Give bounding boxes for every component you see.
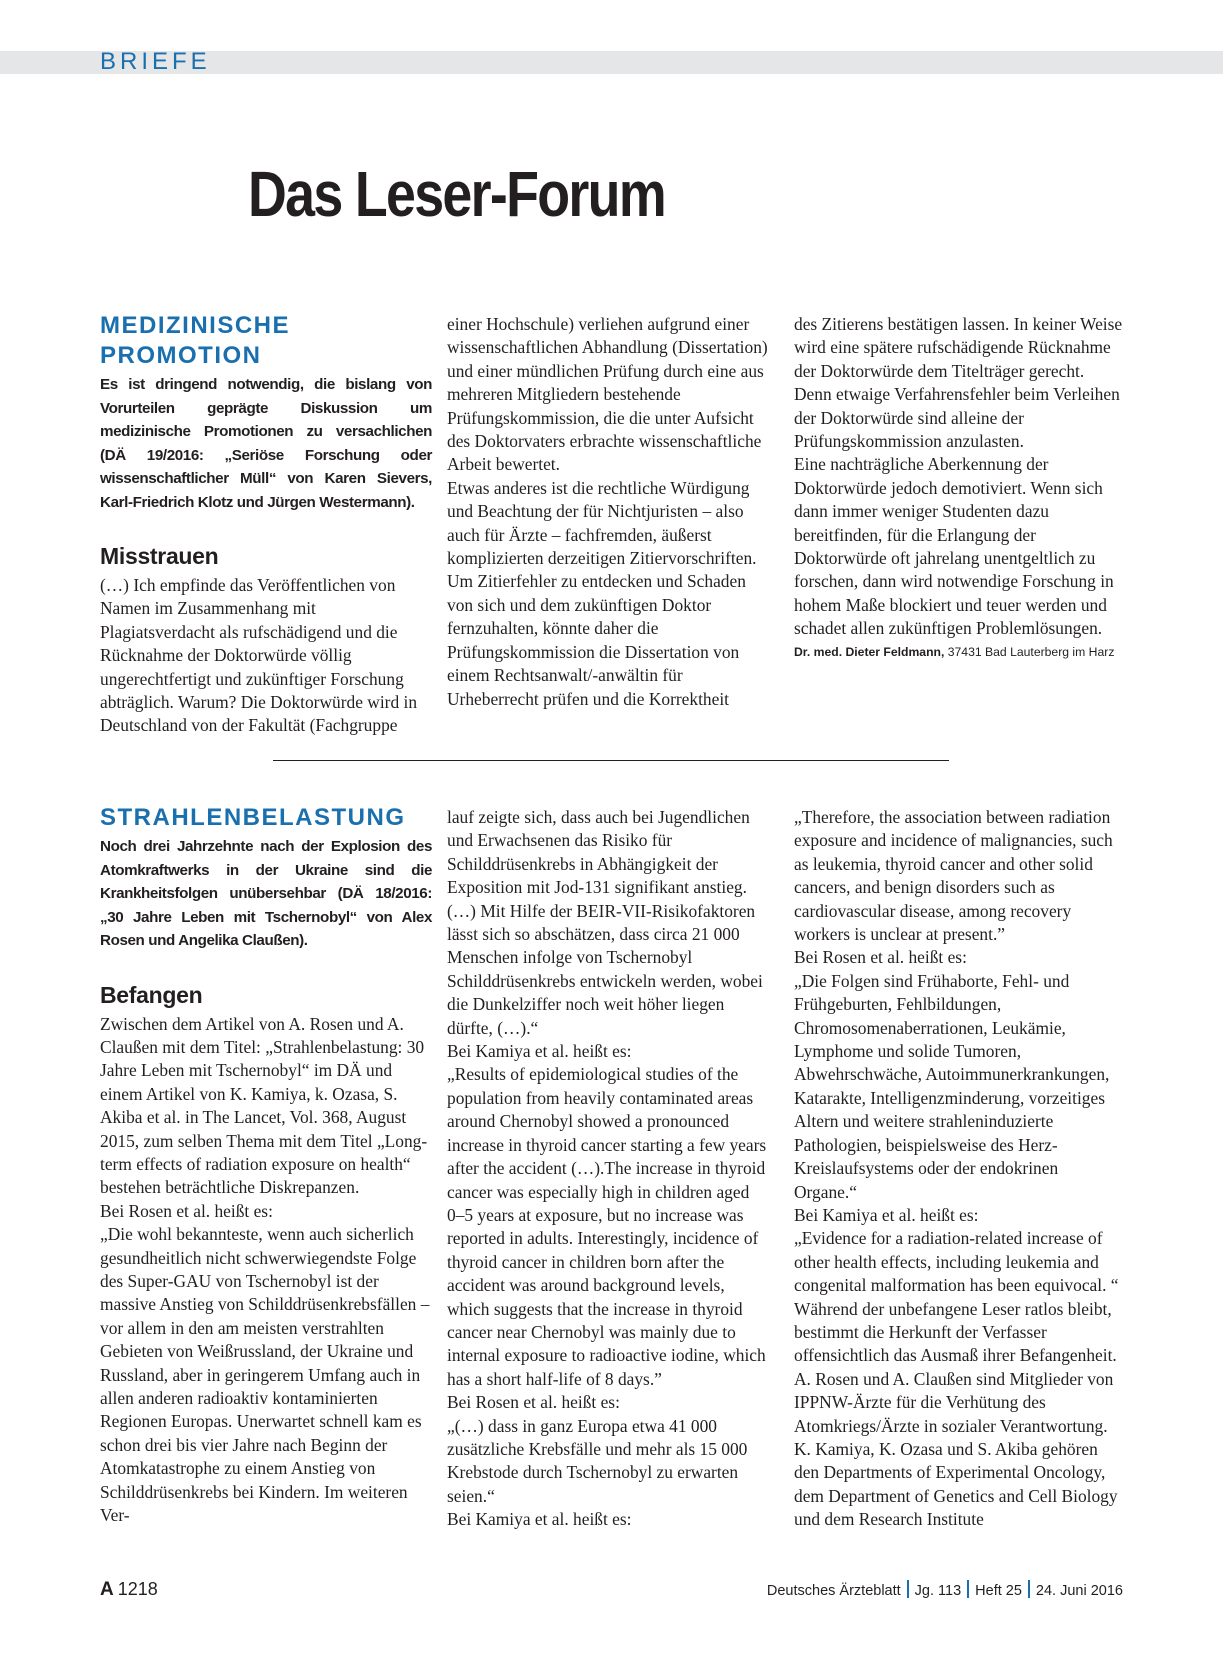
article2-paragraph: Zwischen dem Artikel von A. Rosen und A. Claußen mit dem Titel: „Strahlenbelastung: 30 Jahre Leben mit Tschernobyl“ im DÄ und einem Artikel von K. Kamiya, k. Ozasa, S. Akiba et al. in The Lancet, Vol. 368, August 2015, zum selben Thema mit dem Titel „Long-term effects of radiation exposure on health“ bestehen beträchtliche Diskrepanzen.	[100, 1013, 428, 1198]
separator	[967, 1580, 969, 1598]
journal-date: 24. Juni 2016	[1035, 1583, 1123, 1599]
article1-kicker: MEDIZINISCHE PROMOTION	[100, 312, 291, 369]
article1-paragraph: einer Hochschule) verliehen aufgrund einer wissenschaftlichen Abhandlung (Dissertation) und einer mündlichen Prüfung durch eine aus mehreren Mitgliedern bestehende Prüfungskommission, die die unter Aufsicht des Doktorvaters erbrachte wissenschaftliche Arbeit bewertet.	[447, 314, 768, 475]
article2-column-1	[100, 803, 432, 1527]
article1-column-2	[447, 313, 769, 711]
article2-paragraph: Bei Rosen et al. heißt es:	[447, 1392, 620, 1413]
journal-info	[767, 1580, 1123, 1601]
article1-column-1	[100, 311, 432, 738]
article1-body-col1	[100, 574, 432, 738]
article2-paragraph: „(…) dass in ganz Europa etwa 41 000 zusätzliche Krebsfälle und mehr als 15 000 Krebstode durch Tschernobyl zu erwarten seien.“	[447, 1415, 748, 1506]
separator	[907, 1580, 909, 1598]
section-divider	[273, 760, 949, 761]
article2-paragraph: „Therefore, the association between radiation exposure and incidence of malignancies, such as leukemia, thyroid cancer and other solid cancers, and benign disorders such as cardiovascular disease, among recovery workers is unclear at present.”	[794, 807, 1113, 945]
article2-paragraph: Bei Kamiya et al. heißt es:	[447, 1509, 632, 1530]
article1-paragraph: Etwas anderes ist die rechtliche Würdigung und Beachtung der für Nichtjuristen – also auch für Ärzte – fachfremden, äußerst komplizierten derzeitigen Zitiervorschriften. Um Zitierfehler zu entdecken und Schaden von sich und dem zukünftigen Doktor fernzuhalten, könnte daher die Prüfungskommission die Dissertation von einem Rechtsanwalt/-anwältin für Urheberrecht prüfen und die Korrektheit	[447, 477, 757, 709]
article1-lead: Es ist dringend notwendig, die bislang von Vorurteilen geprägte Diskussion um medizinische Promotionen zu versachlichen (DÄ 19/2016: „Seriöse Forschung oder wissenschaftlicher Müll“ von Karen Sievers, Karl-Friedrich Klotz und Jürgen Westermann).	[100, 376, 432, 511]
author-name: Dr. med. Dieter Feldmann,	[794, 644, 945, 659]
article2-paragraph: Bei Rosen et al. heißt es:	[100, 1200, 273, 1221]
article1-column-3	[794, 313, 1124, 663]
author-place: 37431 Bad Lauterberg im Harz	[944, 644, 1115, 659]
section-label: BRIEFE	[100, 48, 211, 75]
article2-paragraph: Bei Kamiya et al. heißt es:	[447, 1041, 632, 1062]
separator	[1028, 1580, 1030, 1598]
article2-paragraph: Während der unbefangene Leser ratlos bleibt, bestimmt die Herkunft der Verfasser offensichtlich das Ausmaß ihrer Befangenheit. A. Rosen und A. Claußen sind Mitglieder von IPPNW-Ärzte für die Verhütung des Atomkriegs/Ärzte in sozialer Verantwortung.	[794, 1298, 1117, 1436]
article2-paragraph: „Die Folgen sind Frühaborte, Fehl- und Frühgeburten, Fehlbildungen, Chromosomenaberrationen, Leukämie, Lymphome und solide Tumoren, Abwehrschwäche, Autoimmunerkrankungen, Katarakte, Intelligenzminderung, vorzeitiges Altern und weitere strahleninduzierte Pathologien, beispielsweise des Herz-Kreislaufsystems oder der endokrinen Organe.“	[794, 970, 1110, 1202]
page-number	[100, 1578, 158, 1601]
article2-paragraph: lauf zeigte sich, dass auch bei Jugendlichen und Erwachsenen das Risiko für Schilddrüsenkrebs in Abhängigkeit der Exposition mit Jod-131 signifikant anstieg. (…) Mit Hilfe der BEIR-VII-Risikofaktoren lässt sich so abschätzen, dass circa 21 000 Menschen infolge von Tschernobyl Schilddrüsenkrebs entwickeln werden, wobei die Dunkelziffer noch weit höher liegen dürfte, (…).“	[447, 807, 763, 1038]
journal-name: Deutsches Ärzteblatt	[766, 1583, 901, 1599]
article2-lead: Noch drei Jahrzehnte nach der Explosion des Atomkraftwerks in der Ukraine sind die Krankheitsfolgen unübersehbar (DÄ 18/2016: „30 Jahre Leben mit Tschernobyl“ von Alex Rosen und Angelika Claußen).	[100, 838, 432, 949]
article2-column-2	[447, 806, 769, 1532]
article2-paragraph: Bei Kamiya et al. heißt es:	[794, 1204, 979, 1225]
article2-paragraph: „Results of epidemiological studies of the population from heavily contaminated areas around Chernobyl showed a pronounced increase in thyroid cancer starting a few years after the accident (…).The increase in thyroid cancer was especially high in children aged 0–5 years at exposure, but no increase was reported in adults. Interestingly, incidence of thyroid cancer in children born after the accident was around background levels, which suggests that the increase in thyroid cancer near Chernobyl was mainly due to internal exposure to radioactive iodine, which has a short half-life of 8 days.”	[447, 1064, 767, 1389]
article2-subhead: Befangen	[100, 981, 203, 1008]
article1-paragraph: des Zitierens bestätigen lassen. In keiner Weise wird eine spätere rufschädigende Rücknahme der Doktorwürde dem Titelträger gerecht. Denn etwaige Verfahrensfehler beim Verleihen der Doktorwürde sind alleine der Prüfungskommission anzulasten.	[794, 314, 1123, 452]
article2-paragraph: K. Kamiya, K. Ozasa und S. Akiba gehören den Departments of Experimental Oncology, dem Department of Genetics and Cell Biology und dem Research Institute	[794, 1438, 1118, 1530]
article1-paragraph: Eine nachträgliche Aberkennung der Doktorwürde jedoch demotiviert. Wenn sich dann immer weniger Studenten dazu bereitfinden, für die Erlangung der Doktorwürde oft jahrelang unentgeltlich zu forschen, dann wird notwendige Forschung in hohem Maße blockiert und teuer werden und schadet allen zukünftigen Problemlösungen.	[794, 454, 1114, 639]
page-prefix: A	[100, 1579, 114, 1600]
article1-signature	[794, 641, 1124, 663]
article2-paragraph: Bei Rosen et al. heißt es:	[794, 947, 967, 968]
journal-volume: Jg. 113	[914, 1583, 962, 1599]
article2-kicker: STRAHLENBELASTUNG	[100, 804, 406, 831]
page-number-value: 1218	[117, 1579, 158, 1599]
journal-issue: Heft 25	[975, 1583, 1022, 1599]
article2-column-3	[794, 806, 1124, 1532]
article1-paragraph: (…) Ich empfinde das Veröffentlichen von Namen im Zusammenhang mit Plagiatsverdacht als rufschädigend und die Rücknahme der Doktorwürde völlig ungerechtfertigt und zukünftiger Forschung abträglich. Warum? Die Doktorwürde wird in Deutschland von der Fakultät (Fachgruppe	[100, 575, 418, 736]
article2-paragraph: „Evidence for a radiation-related increase of other health effects, including leukemia and congenital malformation has been equivocal. “	[794, 1228, 1119, 1296]
article1-subhead: Misstrauen	[100, 543, 219, 569]
article2-paragraph: „Die wohl bekannteste, wenn auch sicherlich gesundheitlich nicht schwerwiegendste Folge des Super-GAU von Tschernobyl ist der massive Anstieg von Schilddrüsenkrebsfällen – vor allem in den am meisten verstrahlten Gebieten von Weißrussland, der Ukraine und Russland, aber in geringerem Umfang auch in allen anderen radioaktiv kontaminierten Regionen Europas. Unerwartet schnell kam es schon drei bis vier Jahre nach Beginn der Atomkatastrophe zu einem Anstieg von Schilddrüsenkrebs bei Kindern. Im weiteren Ver-	[100, 1224, 430, 1526]
page-title: Das Leser-Forum	[248, 158, 665, 230]
